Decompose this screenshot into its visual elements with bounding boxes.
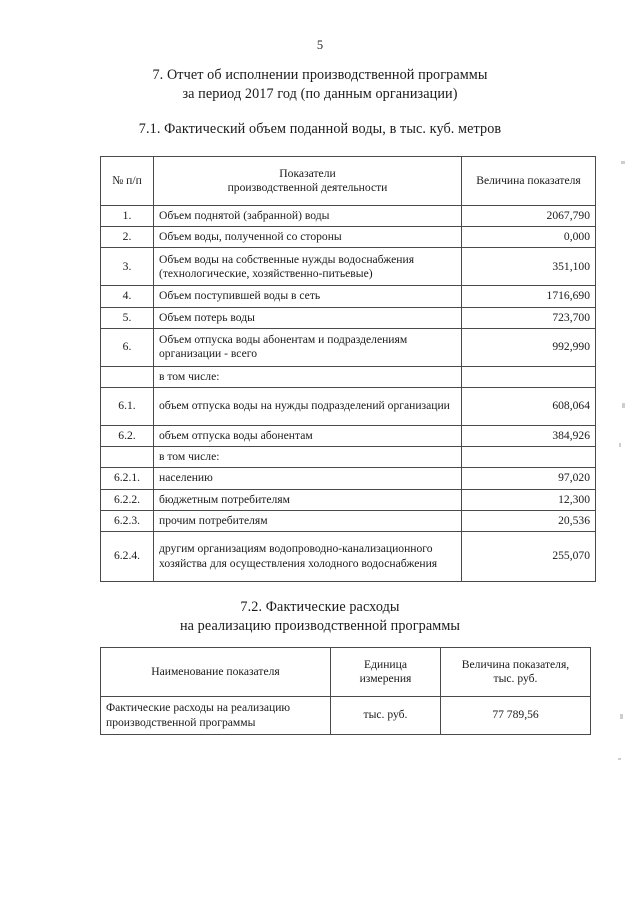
table-row [101, 388, 596, 426]
row-indicator: Объем воды на собственные нужды водоснабжения (технологические, хозяйственно-питьевые) [154, 248, 462, 286]
col-header-unit-line-1: Единица [364, 657, 407, 671]
row-indicator: объем отпуска воды абонентам [154, 426, 462, 447]
row-number: 6.1. [101, 388, 154, 426]
col-header-value [441, 648, 591, 697]
row-value: 608,064 [462, 388, 596, 426]
row-number: 3. [101, 248, 154, 286]
table-row [101, 510, 596, 531]
scan-speck [622, 403, 625, 408]
scan-speck [621, 161, 625, 164]
row-number: 6.2.1. [101, 468, 154, 489]
row-value: 77 789,56 [441, 697, 591, 735]
col-header-indicator-name: Наименование показателя [101, 648, 331, 697]
row-value: 723,700 [462, 307, 596, 328]
row-value: 12,300 [462, 489, 596, 510]
row-unit: тыс. руб. [331, 697, 441, 735]
row-number: 5. [101, 307, 154, 328]
section-7-2-heading-line-2: на реализацию производственной программы [179, 618, 461, 634]
row-value: 2067,790 [462, 206, 596, 227]
row-number [101, 447, 154, 468]
scan-speck [619, 443, 621, 447]
col-header-indicator-line-1: Показатели [279, 166, 336, 180]
col-header-indicator [154, 157, 462, 206]
row-value: 351,100 [462, 248, 596, 286]
section-7-2-heading [0, 598, 640, 636]
table-row-subheading [101, 366, 596, 387]
row-indicator: Фактические расходы на реализацию производственной программы [101, 697, 331, 735]
section-7-2-heading-line-1: 7.2. Фактические расходы [240, 599, 400, 615]
table-row [101, 286, 596, 307]
row-value [462, 447, 596, 468]
row-indicator: в том числе: [154, 447, 462, 468]
row-number: 6.2.3. [101, 510, 154, 531]
scan-speck [620, 714, 623, 719]
table-row [101, 489, 596, 510]
row-indicator: населению [154, 468, 462, 489]
table-row [101, 206, 596, 227]
row-number: 6.2. [101, 426, 154, 447]
col-header-value: Величина показателя [462, 157, 596, 206]
col-header-value-line-1: Величина показателя, [461, 657, 570, 671]
row-number: 6.2.4. [101, 532, 154, 582]
table-row [101, 227, 596, 248]
row-number: 2. [101, 227, 154, 248]
row-number [101, 366, 154, 387]
row-number: 1. [101, 206, 154, 227]
table-row [101, 328, 596, 366]
row-number: 6. [101, 328, 154, 366]
table-water-volume [100, 156, 596, 582]
row-value: 384,926 [462, 426, 596, 447]
col-header-unit-line-2: измерения [359, 672, 412, 685]
table-header-row [101, 157, 596, 206]
row-value: 97,020 [462, 468, 596, 489]
table-actual-costs [100, 647, 591, 735]
table-row [101, 248, 596, 286]
document-title-line-2: за период 2017 год (по данным организации) [182, 86, 458, 102]
row-value: 0,000 [462, 227, 596, 248]
row-indicator: Объем поднятой (забранной) воды [154, 206, 462, 227]
table-row [101, 426, 596, 447]
row-indicator: прочим потребителям [154, 510, 462, 531]
row-indicator: бюджетным потребителям [154, 489, 462, 510]
row-indicator: Объем поступившей воды в сеть [154, 286, 462, 307]
row-value: 1716,690 [462, 286, 596, 307]
row-indicator: Объем отпуска воды абонентам и подразделениям организации - всего [154, 328, 462, 366]
table-row-subheading [101, 447, 596, 468]
row-value: 20,536 [462, 510, 596, 531]
row-indicator: другим организациям водопроводно-канализационного хозяйства для осуществления холодного водоснабжения [154, 532, 462, 582]
col-header-indicator-line-2: производственной деятельности [227, 181, 388, 194]
row-value: 992,990 [462, 328, 596, 366]
row-indicator: Объем потерь воды [154, 307, 462, 328]
table-row [101, 307, 596, 328]
document-title-line-1: 7. Отчет об исполнении производственной программы [152, 67, 488, 83]
row-indicator: объем отпуска воды на нужды подразделений организации [154, 388, 462, 426]
page-number: 5 [316, 38, 324, 52]
row-value: 255,070 [462, 532, 596, 582]
row-indicator: в том числе: [154, 366, 462, 387]
table-row [101, 697, 591, 735]
document-title [0, 66, 640, 104]
scan-speck [618, 758, 621, 760]
section-7-1-heading [0, 120, 640, 139]
row-indicator: Объем воды, полученной со стороны [154, 227, 462, 248]
table-row [101, 532, 596, 582]
table-row [101, 468, 596, 489]
row-number: 4. [101, 286, 154, 307]
col-header-value-line-2: тыс. руб. [493, 672, 538, 685]
table-header-row [101, 648, 591, 697]
row-value [462, 366, 596, 387]
col-header-number: № п/п [101, 157, 154, 206]
row-number: 6.2.2. [101, 489, 154, 510]
section-7-1-heading-line-1: 7.1. Фактический объем поданной воды, в тыс. куб. метров [138, 121, 502, 137]
col-header-unit [331, 648, 441, 697]
